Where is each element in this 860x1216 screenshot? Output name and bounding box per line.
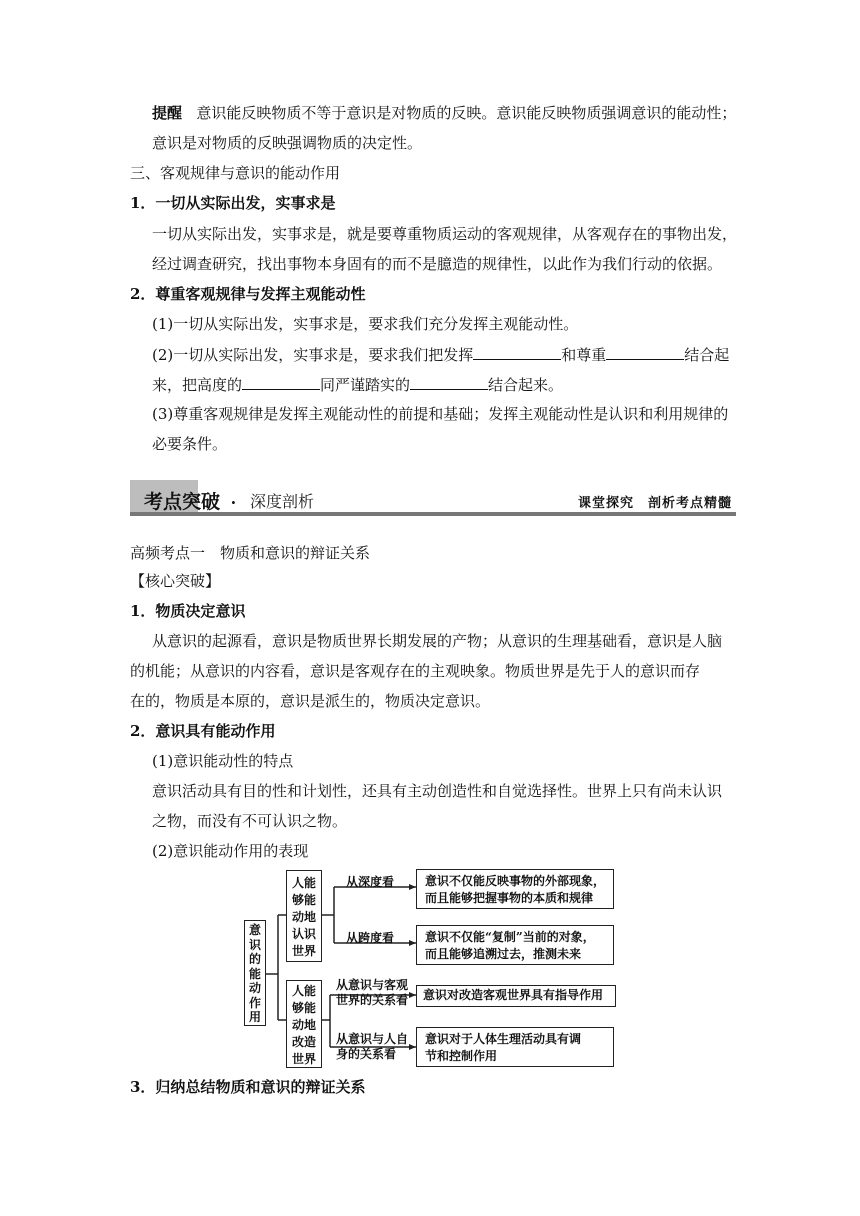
label-line: 从意识与客观 [336, 978, 409, 992]
paragraph-line: 的机能；从意识的内容看，意识是客观存在的主观映象。物质世界是先于人的意识而存 [130, 662, 701, 680]
root-char: 的 [248, 952, 261, 966]
reminder-label: 提醒 [152, 104, 183, 122]
node-line: 世界 [291, 1052, 316, 1066]
span-label: 从跨度看 [346, 931, 395, 945]
node-line: 人能 [291, 876, 316, 890]
node-line: 够能 [291, 893, 316, 907]
root-char: 作 [248, 995, 261, 1010]
depth-label: 从深度看 [346, 875, 395, 889]
box-line: 节和控制作用 [425, 1049, 498, 1063]
banner-title-text: 考点突破 [144, 491, 221, 513]
node-line: 认识 [291, 927, 316, 941]
box-line: 意识不仅能“复制”当前的对象， [425, 930, 595, 944]
item-title: 2．意识具有能动作用 [130, 722, 276, 740]
subheading: (1)意识能动性的特点 [152, 752, 294, 770]
node-line: 人能 [291, 984, 316, 998]
box-line: 意识不仅能反映事物的外部现象， [425, 874, 606, 888]
box-line: 而且能够把握事物的本质和规律 [425, 891, 594, 905]
paragraph-line: 一切从实际出发，实事求是，就是要尊重物质运动的客观规律，从客观存在的事物出发， [152, 225, 738, 243]
banner-dot: · [230, 493, 237, 512]
topic-heading: 高频考点一 物质和意识的辩证关系 [130, 544, 371, 562]
text-fragment: 和尊重 [561, 346, 607, 364]
root-char: 动 [248, 981, 261, 995]
box-line: 意识对于人体生理活动具有调 [425, 1032, 582, 1046]
item-title: 1．物质决定意识 [130, 602, 246, 620]
item-title: 1．一切从实际出发，实事求是 [130, 194, 336, 212]
node-line: 世界 [291, 944, 316, 958]
span-box [416, 925, 614, 965]
paragraph-line: 意识活动具有目的性和计划性，还具有主动创造性和自觉选择性。世界上只有尚未认识 [152, 782, 723, 800]
text-fragment: 结合起来。 [488, 376, 564, 394]
change-world-box [286, 980, 322, 1068]
root-char: 用 [248, 1010, 261, 1024]
paragraph-line: (3)尊重客观规律是发挥主观能动性的前提和基础；发挥主观能动性是认识和利用规律的 [152, 405, 729, 423]
objective-label [336, 978, 408, 1008]
text-fragment: 来，把高度的 [152, 376, 243, 394]
paragraph-line: 在的，物质是本原的，意识是派生的，物质决定意识。 [130, 692, 491, 710]
core-heading: 【核心突破】 [130, 572, 221, 590]
box-line: 而且能够追溯过去，推测未来 [425, 947, 582, 961]
node-line: 改造 [291, 1035, 316, 1049]
paragraph-line: 从意识的起源看，意识是物质世界长期发展的产物；从意识的生理基础看，意识是人脑 [152, 632, 723, 650]
paragraph-line: 经过调查研究，找出事物本身固有的而不是臆造的规律性，以此作为我们行动的依据。 [152, 255, 723, 273]
item-title: 2．尊重客观规律与发挥主观能动性 [130, 285, 366, 303]
paragraph-line: 之物，而没有不可认识之物。 [152, 812, 348, 830]
item-title: 3．归纳总结物质和意识的辩证关系 [130, 1078, 366, 1096]
depth-box [416, 869, 614, 909]
paragraph-line: (1)一切从实际出发，实事求是，要求我们充分发挥主观能动性。 [152, 315, 579, 333]
text-fragment: 结合起 [684, 346, 730, 364]
paragraph-line: 必要条件。 [152, 435, 228, 453]
reminder-text-1: 意识能反映物质不等于意识是对物质的反映。意识能反映物质强调意识的能动性； [196, 104, 737, 122]
reminder-line-2: 意识是对物质的反映强调物质的决定性。 [152, 134, 423, 152]
know-world-box [286, 870, 322, 962]
text-fragment: 同严谨踏实的 [320, 376, 411, 394]
section-heading: 三、客观规律与意识的能动作用 [130, 164, 341, 182]
root-char: 能 [248, 966, 261, 981]
node-line: 动地 [291, 1018, 316, 1032]
root-node-box [244, 920, 266, 1026]
banner-right-text: 课堂探究 剖析考点精髓 [577, 496, 732, 511]
root-char: 意 [248, 923, 261, 937]
node-line: 够能 [291, 1001, 316, 1015]
label-line: 从意识与人自 [336, 1032, 409, 1046]
body-box [416, 1027, 614, 1067]
body-label [336, 1032, 408, 1062]
node-line: 动地 [291, 910, 316, 924]
objective-box: 意识对改造客观世界具有指导作用 [416, 985, 616, 1007]
banner-subtitle: 深度剖析 [250, 492, 315, 511]
text-fragment: (2)一切从实际出发，实事求是，要求我们把发挥 [152, 346, 474, 364]
root-char: 识 [248, 937, 261, 952]
label-line: 身的关系看 [336, 1047, 397, 1061]
label-line: 世界的关系看 [336, 993, 409, 1007]
subheading: (2)意识能动作用的表现 [152, 842, 309, 860]
